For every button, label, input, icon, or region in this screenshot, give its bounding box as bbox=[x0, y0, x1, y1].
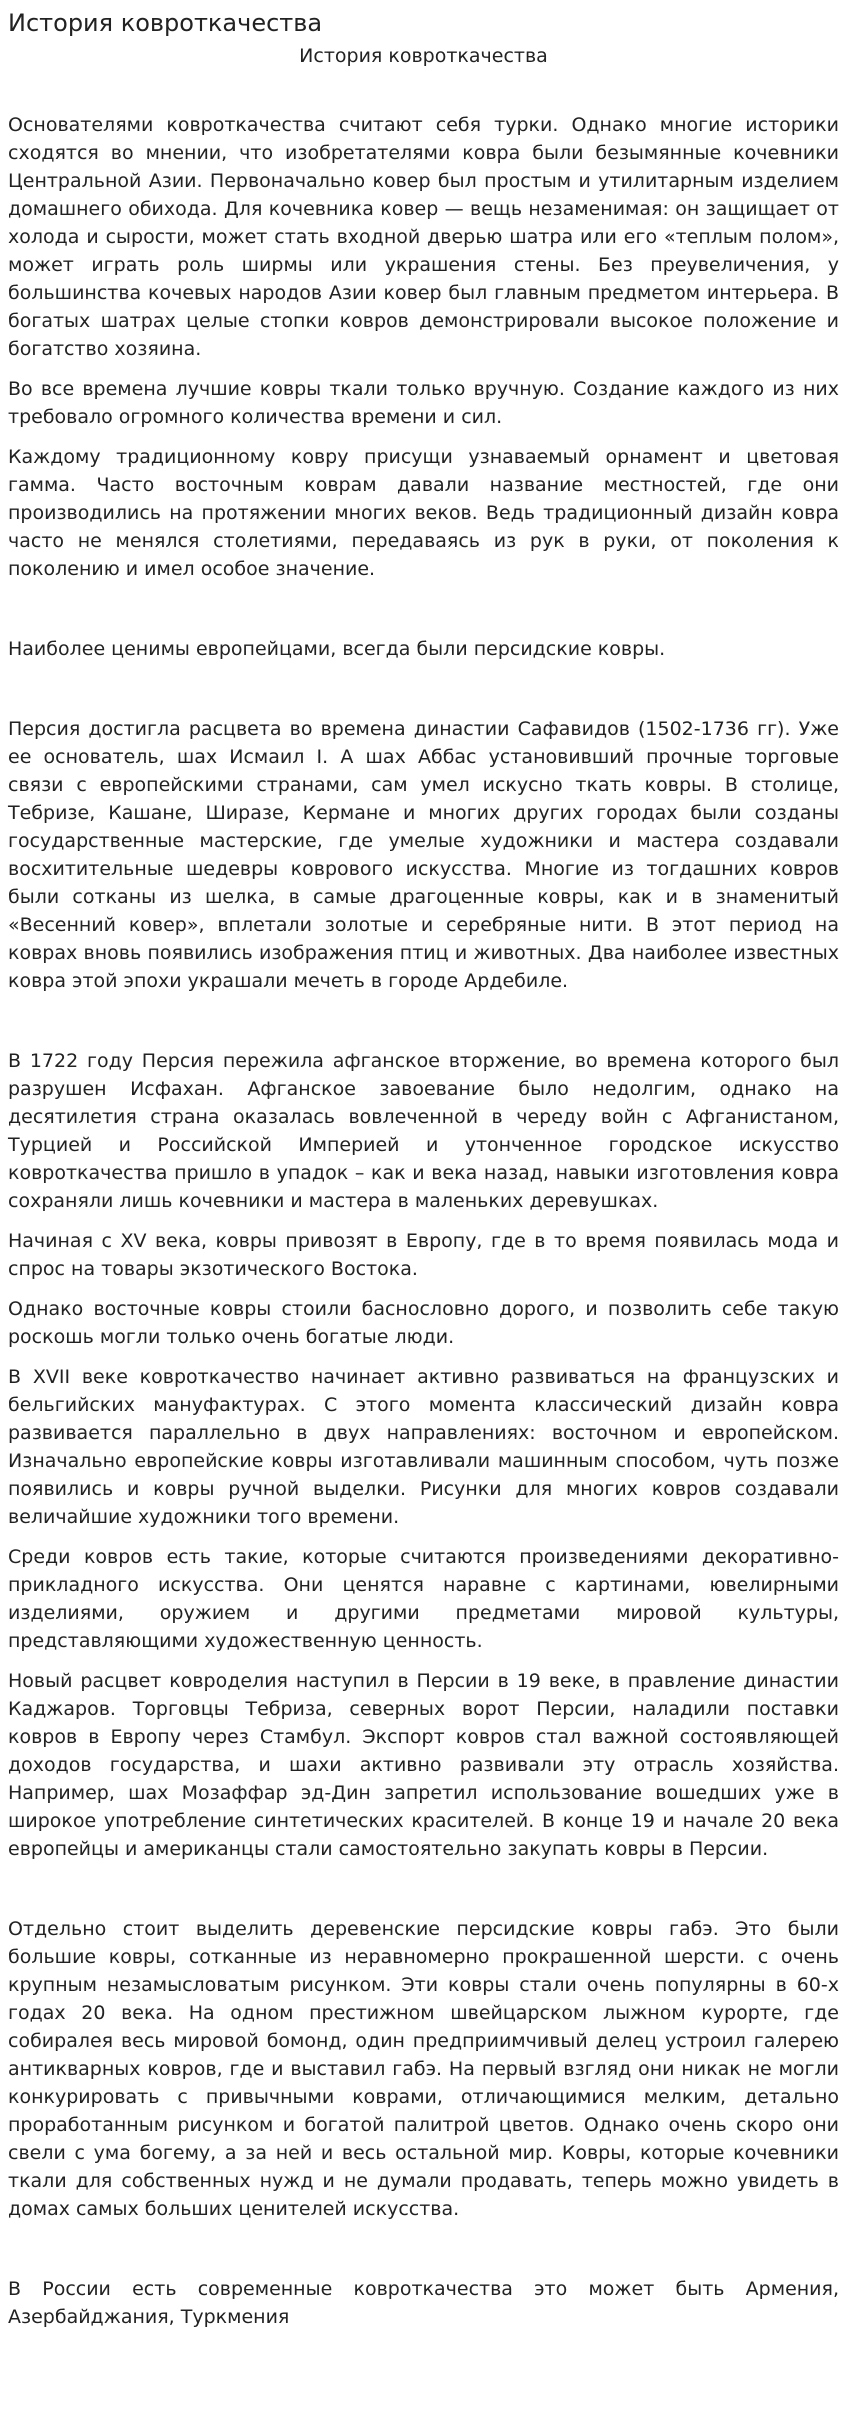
paragraph: Однако восточные ковры стоили баснословно дорого, и позволить себе такую роскошь могли только очень богатые люди. bbox=[8, 1298, 839, 1348]
spacer bbox=[8, 2235, 839, 2275]
paragraph: Новый расцвет ковроделия наступил в Персии в 19 веке, в правление династии Каджаров. Торговцы Тебриза, северных ворот Персии, наладили поставки ковров в Европу через Стамбул. Экспорт ковров стал важной состоявляющей доходов государства, и шахи активно развивали эту отрасль хозяйства. Например, шах Мозаффар эд-Дин запретил использование вошедших уже в широкое употребление синтетических красителей. В конце 19 и начале 20 века европейцы и американцы стали самостоятельно закупать ковры в Персии. bbox=[8, 1670, 839, 1860]
paragraph: Каждому традиционному ковру присущи узнаваемый орнамент и цветовая гамма. Часто восточным коврам давали название местностей, где они производились на протяжении многих веков. Ведь традиционный дизайн ковра часто не менялся столетиями, передаваясь из рук в руки, от поколения к поколению и имел особое значение. bbox=[8, 446, 839, 580]
document-subtitle: История ковроткачества bbox=[299, 45, 548, 67]
spacer bbox=[8, 1875, 839, 1915]
spacer bbox=[8, 595, 839, 635]
spacer bbox=[8, 675, 839, 715]
paragraph: Отдельно стоит выделить деревенские персидские ковры габэ. Это были большие ковры, сотканные из неравномерно прокрашенной шерсти. с очень крупным незамысловатым рисунком. Эти ковры стали очень популярны в 60-х годах 20 века. На одном престижном швейцарском лыжном курорте, где собиралея весь мировой бомонд, один предприимчивый делец устроил галерею антикварных ковров, где и выставил габэ. На первый взгляд они никак не могли конкурировать с привычными коврами, отличающимися мелким, детально проработанным рисунком и богатой палитрой цветов. Однако очень скоро они свели с ума богему, а за ней и весь остальной мир. Ковры, которые кочевники ткали для собственных нужд и не думали продавать, теперь можно увидеть в домах самых больших ценителей искусства. bbox=[8, 1918, 839, 2220]
paragraph: Наиболее ценимы европейцами, всегда были персидские ковры. bbox=[8, 638, 666, 660]
paragraph: В России есть современные ковроткачества это может быть Армения, Азербайджания, Туркмения bbox=[8, 2278, 839, 2328]
paragraph: Персия достигла расцвета во времена династии Сафавидов (1502-1736 гг). Уже ее основатель, шах Исмаил I. А шах Аббас установивший прочные торговые связи с европейскими странами, сам умел искусно ткать ковры. В столице, Тебризе, Кашане, Ширазе, Кермане и многих других городах были созданы государственные мастерские, где умелые художники и мастера создавали восхитительные шедевры коврового искусства. Многие из тогдашних ковров были сотканы из шелка, в самые драгоценные ковры, как и в знаменитый «Весенний ковер», вплетали золотые и серебряные нити. В этот период на коврах вновь появились изображения птиц и животных. Два наиболее известных ковра этой эпохи украшали мечеть в городе Ардебиле. bbox=[8, 718, 839, 992]
paragraph: В XVII веке ковроткачество начинает активно развиваться на французских и бельгийских мануфактурах. С этого момента классический дизайн ковра развивается параллельно в двух направлениях: восточном и европейском. Изначально европейские ковры изготавливали машинным способом, чуть позже появились и ковры ручной выделки. Рисунки для многих ковров создавали величайшие художники того времени. bbox=[8, 1366, 839, 1528]
paragraph: Во все времена лучшие ковры ткали только вручную. Создание каждого из них требовало огромного количества времени и сил. bbox=[8, 378, 839, 428]
spacer bbox=[8, 71, 839, 111]
page-title: История ковроткачества bbox=[8, 9, 323, 37]
paragraph: Среди ковров есть такие, которые считаются произведениями декоративно-прикладного искусства. Они ценятся наравне с картинами, ювелирными изделиями, оружием и другими предметами мировой культуры, представляющими художественную ценность. bbox=[8, 1546, 839, 1652]
paragraph: Начиная с XV века, ковры привозят в Европу, где в то время появилась мода и спрос на товары экзотического Востока. bbox=[8, 1230, 839, 1280]
paragraph: Основателями ковроткачества считают себя турки. Однако многие историки сходятся во мнении, что изобретателями ковра были безымянные кочевники Центральной Азии. Первоначально ковер был простым и утилитарным изделием домашнего обихода. Для кочевника ковер — вещь незаменимая: он защищает от холода и сырости, может стать входной дверью шатра или его «теплым полом», может играть роль ширмы или украшения стены. Без преувеличения, у большинства кочевых народов Азии ковер был главным предметом интерьера. В богатых шатрах целые стопки ковров демонстрировали высокое положение и богатство хозяина. bbox=[8, 114, 839, 360]
paragraph: В 1722 году Персия пережила афганское вторжение, во времена которого был разрушен Исфахан. Афганское завоевание было недолгим, однако на десятилетия страна оказалась вовлеченной в череду войн с Афганистаном, Турцией и Российской Империей и утонченное городское искусство ковроткачества пришло в упадок – как и века назад, навыки изготовления ковра сохраняли лишь кочевники и мастера в маленьких деревушках. bbox=[8, 1050, 839, 1212]
spacer bbox=[8, 1007, 839, 1047]
